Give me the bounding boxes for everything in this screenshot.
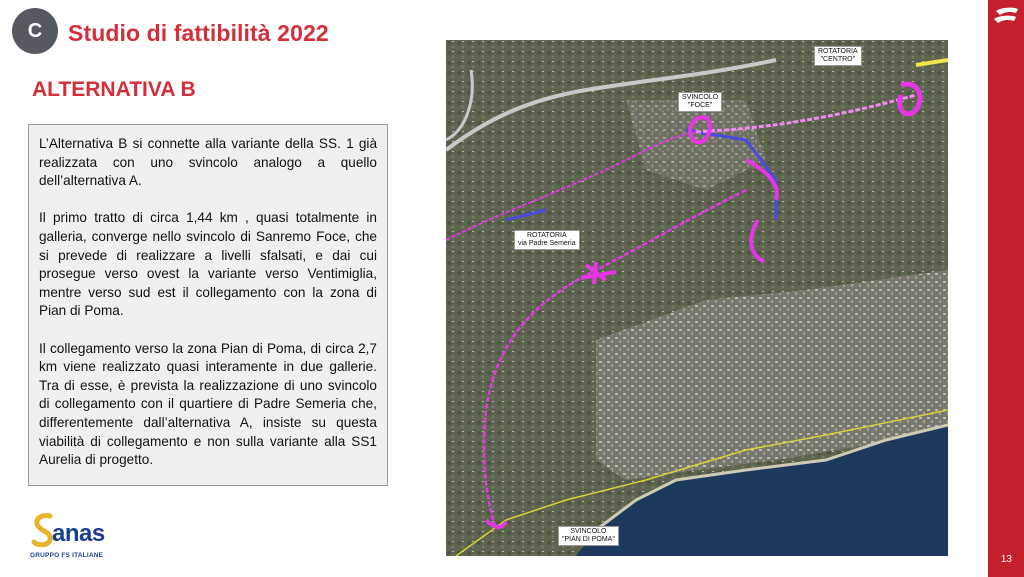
aerial-map xyxy=(446,40,948,556)
page-title: Studio di fattibilità 2022 xyxy=(68,20,329,46)
label-rotatoria-padre-semeria: ROTATORIA via Padre Semeria xyxy=(514,230,580,250)
brand-sidebar xyxy=(988,0,1024,577)
paragraph-2: Il primo tratto di circa 1,44 km , quasi totalmente in galleria, converge nello svincolo di Sanremo Foce, che si prevede di realizzare a livelli sfalsati, e dai cui prosegue verso ovest la variante verso Ventimiglia, mentre verso sud est il collegamento con la zona di Pian di Poma. xyxy=(39,210,377,319)
label-rotatoria-centro: ROTATORIA "CENTRO" xyxy=(814,46,862,66)
map-graphic xyxy=(446,40,948,556)
label-svincolo-foce: SVINCOLO "FOCE" xyxy=(678,92,722,112)
section-badge: C xyxy=(12,8,58,54)
label-svincolo-pian-di-poma: SVINCOLO "PIAN DI POMA" xyxy=(558,526,619,546)
page-number: 13 xyxy=(1000,554,1012,565)
anas-logo xyxy=(30,512,150,562)
fs-logo-icon xyxy=(992,5,1020,27)
anas-subtitle: GRUPPO FS ITALIANE xyxy=(30,552,104,559)
anas-name: anas xyxy=(52,520,105,547)
paragraph-3: Il collegamento verso la zona Pian di Poma, di circa 2,7 km viene realizzato quasi interamente in due gallerie. Tra di esse, è prevista la realizzazione di uno svincolo di collegamento con il quartiere di Padre Semeria che, differentemente dall’alternativa A, insiste su questa viabilità di collegamento e non sulla variante alla SS1 Aurelia di progetto. xyxy=(39,340,377,468)
paragraph-1: L’Alternativa B si connette alla variante della SS. 1 già realizzata con uno svincolo analogo a quello dell’alternativa A. xyxy=(39,136,377,189)
section-title: ALTERNATIVA B xyxy=(32,78,196,101)
description-box xyxy=(28,124,388,486)
